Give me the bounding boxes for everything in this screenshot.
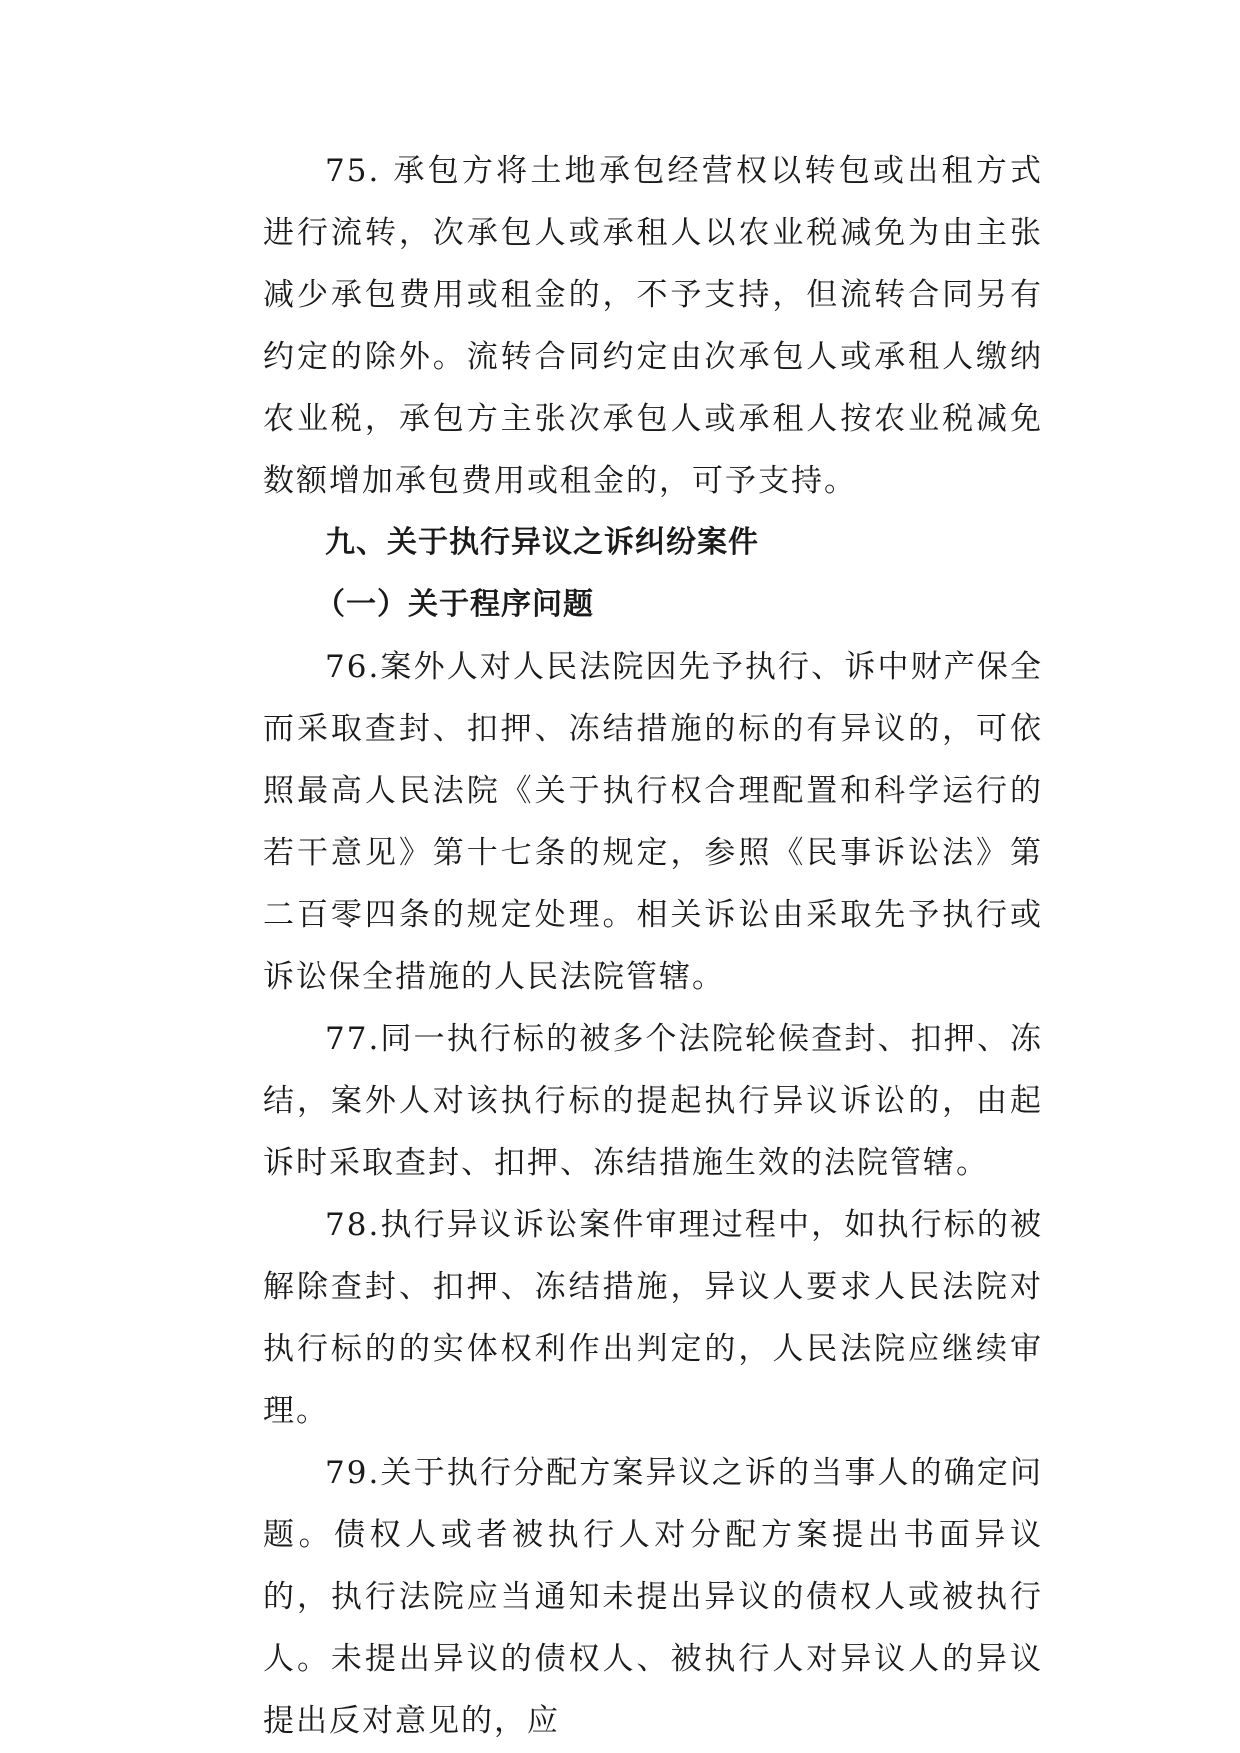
paragraph-76: 76.案外人对人民法院因先予执行、诉中财产保全而采取查封、扣押、冻结措施的标的有异议的，可依照最高人民法院《关于执行权合理配置和科学运行的若干意见》第十七条的规定，参照《民事诉讼法》第二百零四条的规定处理。相关诉讼由采取先予执行或诉讼保全措施的人民法院管辖。 (263, 649, 1043, 995)
subsection-heading-1: （一）关于程序问题 (315, 587, 594, 622)
paragraph-79: 79.关于执行分配方案异议之诉的当事人的确定问题。债权人或者被执行人对分配方案提出书面异议的，执行法院应当通知未提出异议的债权人或被执行人。未提出异议的债权人、被执行人对异议人的异议提出反对意见的，应 (263, 1455, 1043, 1739)
paragraph-78: 78.执行异议诉讼案件审理过程中，如执行标的被解除查封、扣押、冻结措施，异议人要求人民法院对执行标的的实体权利作出判定的，人民法院应继续审理。 (263, 1207, 1043, 1429)
paragraph-77: 77.同一执行标的被多个法院轮候查封、扣押、冻结，案外人对该执行标的提起执行异议诉讼的，由起诉时采取查封、扣押、冻结措施生效的法院管辖。 (263, 1021, 1043, 1181)
document-body (263, 140, 1043, 1752)
section-heading-9: 九、关于执行异议之诉纠纷案件 (325, 525, 759, 560)
paragraph-75: 75. 承包方将土地承包经营权以转包或出租方式进行流转，次承包人或承租人以农业税减免为由主张减少承包费用或租金的，不予支持，但流转合同另有约定的除外。流转合同约定由次承包人或承租人缴纳农业税，承包方主张次承包人或承租人按农业税减免数额增加承包费用或租金的，可予支持。 (263, 153, 1043, 499)
